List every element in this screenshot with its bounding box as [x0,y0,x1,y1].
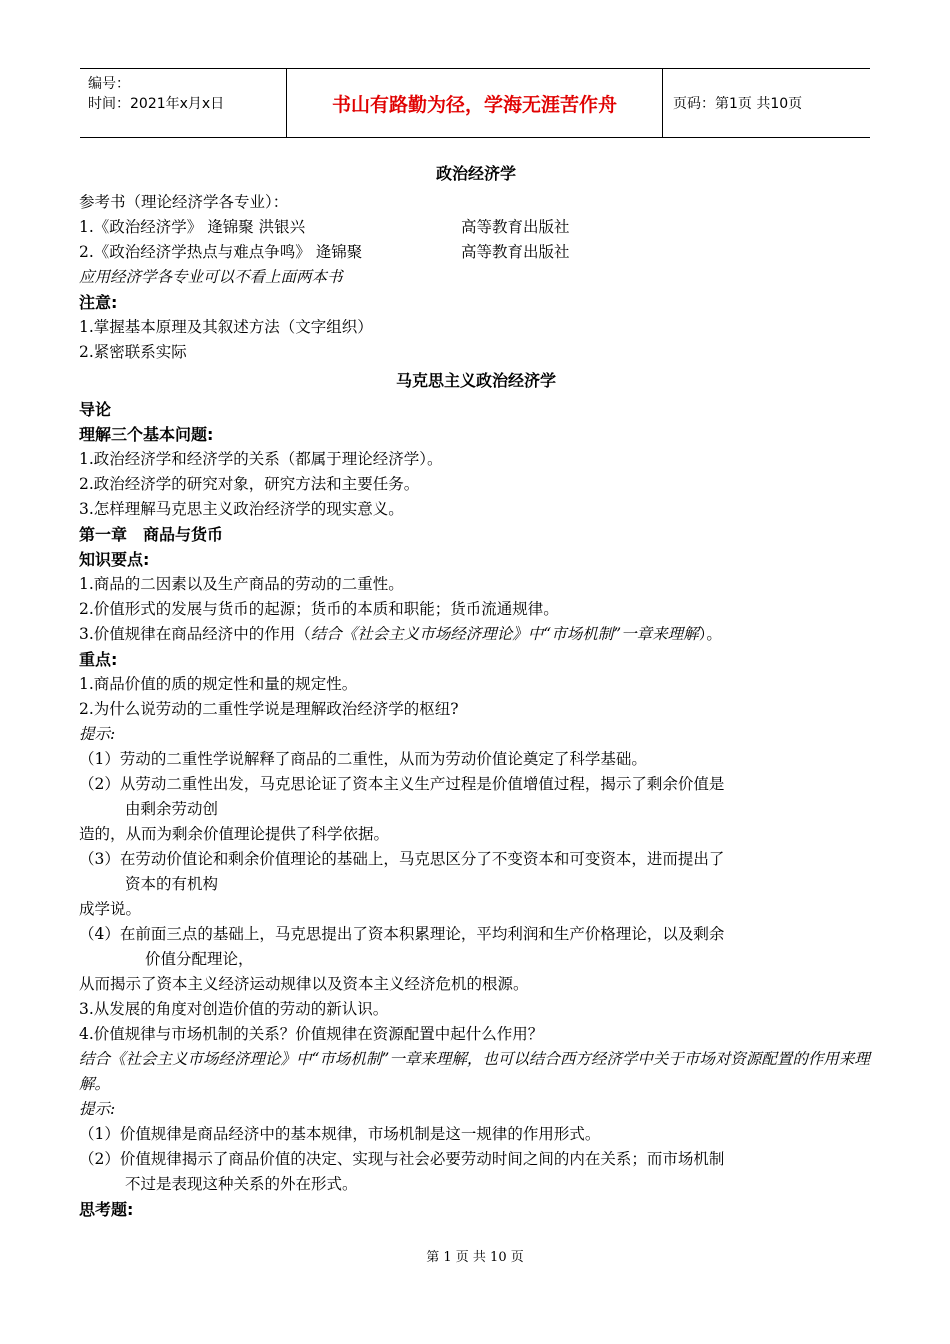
intro-subheading: 理解三个基本问题: [79,425,214,444]
hint-item-cont: 造的，从而为剩余价值理论提供了科学依据。 [79,825,390,843]
hint-item-cont: 从而揭示了资本主义经济运动规律以及资本主义经济危机的根源。 [79,975,529,993]
intro-item: 2.政治经济学的研究对象，研究方法和主要任务。 [79,475,420,493]
hint-item: （4）在前面三点的基础上，马克思提出了资本积累理论，平均利润和生产价格理论，以及剩余 [79,925,725,943]
intro-item: 1.政治经济学和经济学的关系（都属于理论经济学）。 [79,450,443,468]
hint-item: （3）在劳动价值论和剩余价值理论的基础上，马克思区分了不变资本和可变资本，进而提出了 [79,850,725,868]
document-body [79,158,873,1222]
doc-title: 政治经济学 [435,164,516,183]
hint-item: （1）劳动的二重性学说解释了商品的二重性，从而为劳动价值论奠定了科学基础。 [79,750,647,768]
refs-note: 应用经济学各专业可以不看上面两本书 [79,268,343,286]
hint-item-cont: 资本的有机构 [125,875,219,893]
key-point: 2.为什么说劳动的二重性学说是理解政治经济学的枢纽? [79,700,459,718]
chapter-heading: 第一章 商品与货币 [79,525,224,544]
think-label: 思考题: [79,1200,134,1219]
ref1-publisher: 高等教育出版社 [461,218,570,236]
hint-item: （1）价值规律是商品经济中的基本规律，市场机制是这一规律的作用形式。 [79,1125,601,1143]
key-point: 4.价值规律与市场机制的关系？价值规律在资源配置中起什么作用？ [79,1025,544,1043]
ref2-publisher: 高等教育出版社 [461,243,570,261]
header-page-label: 页码：第1页 共10页 [673,96,803,112]
date-label: 时间：2021年x月x日 [88,96,225,112]
hint-item-cont: 成学说。 [79,900,142,918]
number-label: 编号： [88,76,130,92]
knowledge-point-3 [79,622,873,647]
ref2-title: 2.《政治经济学热点与难点争鸣》 逄锦聚 [79,243,363,261]
hint-item: （2）从劳动二重性出发，马克思论证了资本主义生产过程是价值增值过程，揭示了剩余价值是 [79,775,725,793]
section-title: 马克思主义政治经济学 [395,371,556,390]
key-point: 1.商品价值的质的规定性和量的规定性。 [79,675,358,693]
refs-intro: 参考书（理论经济学各专业）： [79,193,289,211]
knowledge-points-label: 知识要点: [79,550,150,569]
hint-label: 提示: [79,725,116,743]
header-meta [80,69,287,137]
hint-label: 提示: [79,1100,116,1118]
kp3-end: ）。 [698,625,722,643]
hint-item-cont: 由剩余劳动创 [125,800,219,818]
header-motto: 书山有路勤为径，学海无涯苦作舟 [287,69,663,137]
page-footer: 第 1 页 共 10 页 [426,1250,524,1265]
notice-item: 1.掌握基本原理及其叙述方法（文字组织） [79,318,373,336]
key-point: 3.从发展的角度对创造价值的劳动的新认识。 [79,1000,389,1018]
notice-label: 注意: [79,293,118,312]
hint-item-cont: 价值分配理论， [145,950,254,968]
notice-item: 2.紧密联系实际 [79,343,187,361]
ref1-title: 1.《政治经济学》 逄锦聚 洪银兴 [79,218,306,236]
kp3-start: 3.价值规律在商品经济中的作用（ [79,625,311,643]
key-points-label: 重点: [79,650,118,669]
page-header [80,68,870,138]
knowledge-point: 2.价值形式的发展与货币的起源；货币的本质和职能；货币流通规律。 [79,600,559,618]
ref-2 [79,240,873,265]
knowledge-point: 1.商品的二因素以及生产商品的劳动的二重性。 [79,575,404,593]
ref-1 [79,215,873,240]
hint-item-cont: 不过是表现这种关系的外在形式。 [125,1175,358,1193]
intro-heading: 导论 [79,400,112,419]
hint-item: （2）价值规律揭示了商品价值的决定、实现与社会必要劳动时间之间的内在关系；而市场机制 [79,1150,725,1168]
key4-note: 结合《社会主义市场经济理论》中“市场机制”一章来理解，也可以结合西方经济学中关于市场对资源配置的作用来理解。 [79,1050,870,1093]
kp3-note: 结合《社会主义市场经济理论》中“市场机制”一章来理解 [310,625,699,643]
intro-item: 3.怎样理解马克思主义政治经济学的现实意义。 [79,500,404,518]
